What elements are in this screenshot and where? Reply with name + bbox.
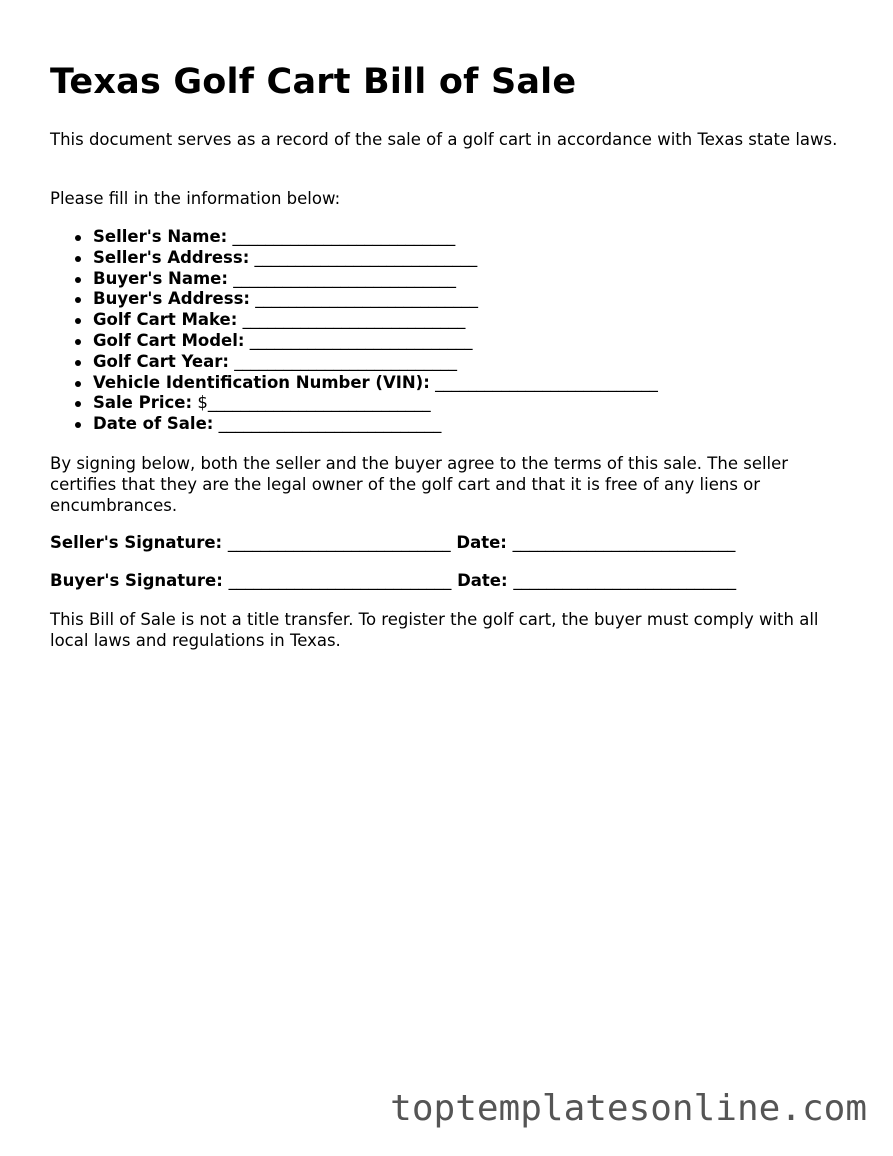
field-date-of-sale [93, 414, 658, 435]
field-blank[interactable]: ___________________________ [232, 227, 456, 246]
signature-blank[interactable]: ___________________________ [228, 571, 452, 590]
field-sale-price [93, 393, 658, 414]
date-blank[interactable]: ___________________________ [513, 571, 737, 590]
field-blank[interactable]: ___________________________ [435, 372, 658, 392]
field-golf-cart-make [93, 310, 658, 331]
field-blank[interactable]: ___________________________ [234, 351, 457, 371]
watermark-text: toptemplatesonline.com [390, 1088, 867, 1129]
seller-signature-line [50, 533, 735, 552]
field-sellers-name [93, 227, 658, 248]
field-label: Buyer's Name: [93, 268, 228, 288]
field-label: Vehicle Identification Number (VIN): [93, 372, 430, 392]
field-blank[interactable]: ___________________________ [255, 289, 478, 309]
field-label: Golf Cart Year: [93, 351, 229, 371]
field-buyers-name [93, 269, 658, 290]
title-transfer-note: This Bill of Sale is not a title transfer. To register the golf cart, the buyer must comply with all local laws and regulations in Texas. [50, 610, 819, 650]
document-title: Texas Golf Cart Bill of Sale [50, 62, 577, 102]
date-label: Date: [456, 533, 507, 552]
signature-label: Seller's Signature: [50, 533, 223, 552]
field-label: Buyer's Address: [93, 289, 250, 309]
instructions-text: Please fill in the information below: [50, 189, 341, 208]
field-blank[interactable]: ___________________________ [242, 310, 466, 330]
field-blank[interactable]: ___________________________ [218, 414, 442, 434]
field-label: Seller's Address: [93, 247, 250, 267]
field-label: Date of Sale: [93, 414, 214, 434]
field-label: Golf Cart Model: [93, 330, 245, 350]
field-golf-cart-model [93, 331, 658, 352]
field-blank[interactable]: ___________________________ [249, 330, 473, 350]
field-vin [93, 373, 658, 394]
field-buyers-address [93, 289, 658, 310]
field-sellers-address [93, 248, 658, 269]
terms-paragraph: By signing below, both the seller and the buyer agree to the terms of this sale. The seller certifies that they are the legal owner of the golf cart and that it is free of any liens or encumbrances. [50, 454, 789, 515]
field-label: Sale Price: [93, 393, 193, 413]
field-golf-cart-year [93, 352, 658, 373]
field-label: Seller's Name: [93, 227, 228, 246]
field-label: Golf Cart Make: [93, 310, 238, 330]
intro-paragraph: This document serves as a record of the sale of a golf cart in accordance with Texas state laws. [50, 130, 838, 149]
field-list [50, 227, 658, 435]
field-blank[interactable]: ___________________________ [233, 268, 456, 288]
date-blank[interactable]: ___________________________ [512, 533, 736, 552]
signature-blank[interactable]: ___________________________ [227, 533, 451, 552]
date-label: Date: [457, 571, 508, 590]
signature-label: Buyer's Signature: [50, 571, 223, 590]
field-blank[interactable]: $___________________________ [197, 393, 431, 413]
buyer-signature-line [50, 571, 736, 590]
field-blank[interactable]: ___________________________ [254, 247, 478, 267]
